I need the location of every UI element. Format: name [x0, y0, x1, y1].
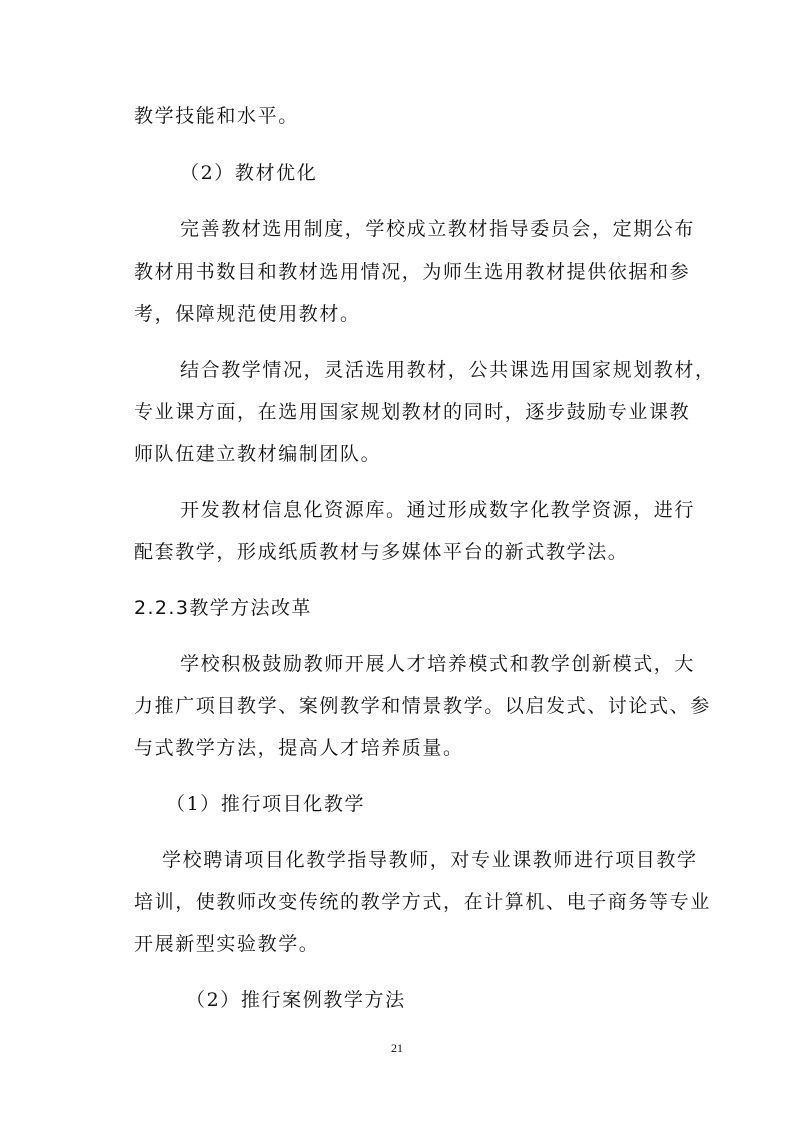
subheading-textbook-optimization: （2）教材优化 [180, 162, 318, 184]
section-heading-teaching-method-reform: 2.2.3教学方法改革 [134, 597, 312, 619]
paragraph-resource-library-line2: 配套教学，形成纸质教材与多媒体平台的新式教学法。 [134, 541, 629, 563]
paragraph-flexible-selection-line3: 师队伍建立教材编制团队。 [134, 443, 382, 465]
paragraph-teaching-method-line3: 与式教学方法，提高人才培养质量。 [134, 737, 464, 759]
subheading-case-teaching: （2）推行案例教学方法 [186, 989, 406, 1011]
paragraph-project-teaching-line2: 培训，使教师改变传统的教学方式，在计算机、电子商务等专业 [134, 891, 711, 913]
paragraph-resource-library-line1: 开发教材信息化资源库。通过形成数字化教学资源，进行 [180, 499, 696, 521]
paragraph-continuation: 教学技能和水平。 [134, 105, 299, 127]
paragraph-flexible-selection-line1: 结合教学情况，灵活选用教材，公共课选用国家规划教材， [180, 359, 716, 381]
paragraph-textbook-selection-line2: 教材用书数目和教材选用情况，为师生选用教材提供依据和参 [134, 261, 691, 283]
paragraph-project-teaching-line1: 学校聘请项目化教学指导教师，对专业课教师进行项目教学 [162, 849, 698, 871]
paragraph-project-teaching-line3: 开展新型实验教学。 [134, 933, 320, 955]
paragraph-teaching-method-line2: 力推广项目教学、案例教学和情景教学。以启发式、讨论式、参 [134, 695, 711, 717]
paragraph-teaching-method-line1: 学校积极鼓励教师开展人才培养模式和教学创新模式，大 [180, 653, 696, 675]
paragraph-flexible-selection-line2: 专业课方面，在选用国家规划教材的同时，逐步鼓励专业课教 [134, 401, 691, 423]
page-number: 21 [391, 1041, 403, 1055]
paragraph-textbook-selection-line3: 考，保障规范使用教材。 [134, 303, 361, 325]
subheading-project-teaching: （1）推行项目化教学 [166, 793, 366, 815]
paragraph-textbook-selection-line1: 完善教材选用制度，学校成立教材指导委员会，定期公布 [180, 218, 696, 240]
